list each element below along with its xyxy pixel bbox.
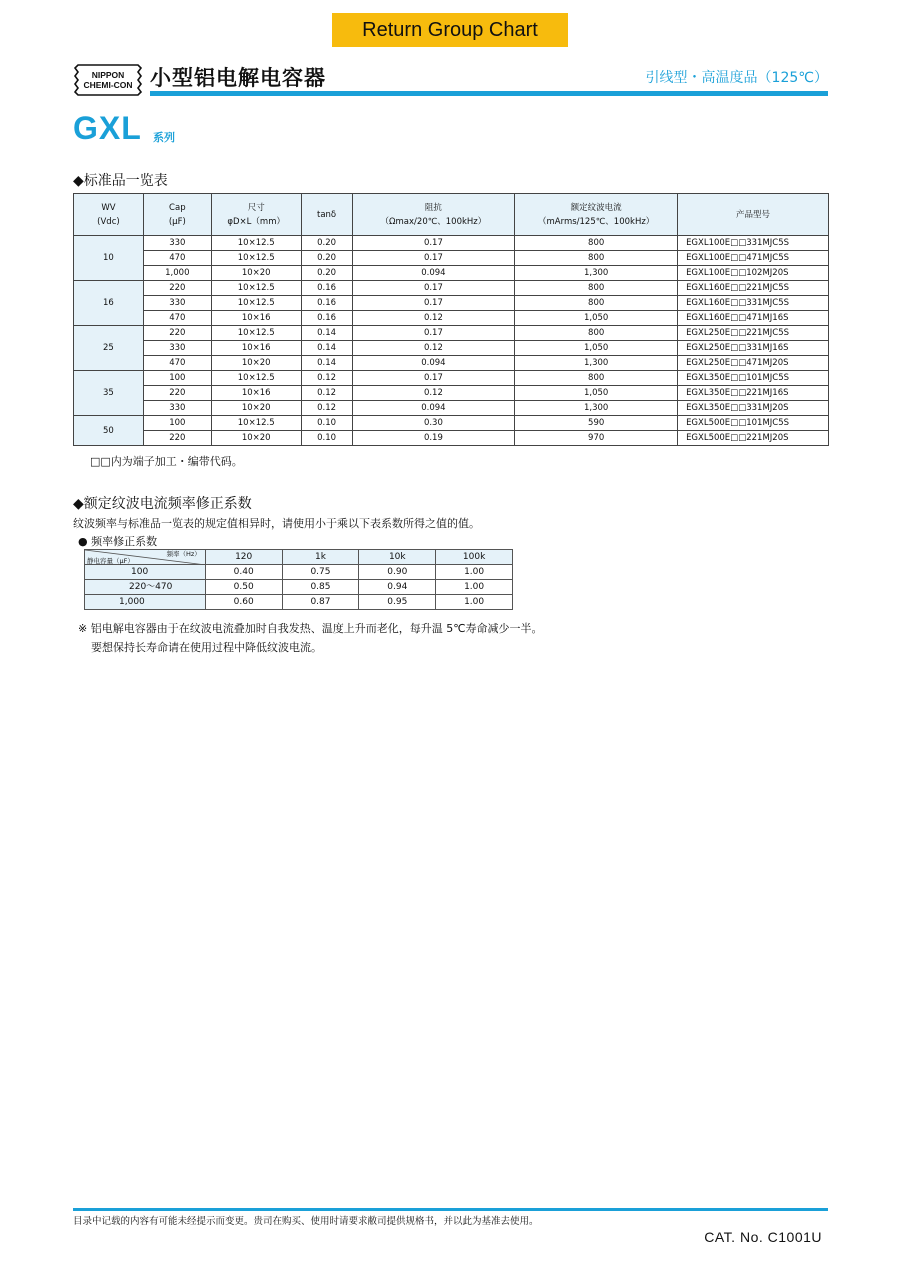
coefficient-cell: 0.40 [205, 565, 282, 580]
wv-cell: 10 [74, 236, 144, 281]
cap-cell: 100 [143, 371, 211, 386]
ripple-cell: 800 [515, 371, 678, 386]
size-cell: 10×16 [211, 386, 301, 401]
header-tan: tanδ [301, 194, 352, 236]
tan-cell: 0.10 [301, 431, 352, 446]
size-cell: 10×16 [211, 341, 301, 356]
header-cap: Cap (μF) [143, 194, 211, 236]
size-cell: 10×12.5 [211, 371, 301, 386]
coefficient-cell: 0.60 [205, 595, 282, 610]
part-number-cell: EGXL100E□□471MJC5S [678, 251, 829, 266]
table-row [74, 416, 829, 431]
coefficient-cell: 0.85 [282, 580, 359, 595]
size-cell: 10×12.5 [211, 251, 301, 266]
cap-cell: 330 [143, 296, 211, 311]
cap-cell: 220 [143, 281, 211, 296]
cap-cell: 1,000 [143, 266, 211, 281]
part-number-cell: EGXL350E□□331MJ20S [678, 401, 829, 416]
cap-cell: 100 [143, 416, 211, 431]
part-number-cell: EGXL250E□□331MJ16S [678, 341, 829, 356]
tan-cell: 0.12 [301, 371, 352, 386]
impedance-cell: 0.17 [352, 326, 515, 341]
return-group-chart-button[interactable]: Return Group Chart [332, 13, 568, 47]
part-number-cell: EGXL250E□□471MJ20S [678, 356, 829, 371]
tan-cell: 0.16 [301, 311, 352, 326]
wv-cell: 25 [74, 326, 144, 371]
series-suffix: 系列 [153, 131, 175, 144]
size-cell: 10×12.5 [211, 416, 301, 431]
header-size: 尺寸 φD×L（mm） [211, 194, 301, 236]
ripple-paragraph: 纹波频率与标准品一览表的规定值相异时，请使用小于乘以下表系数所得之值的值。 [73, 517, 480, 530]
cap-cell: 470 [143, 356, 211, 371]
ripple-cell: 800 [515, 251, 678, 266]
coefficient-cell: 0.95 [359, 595, 436, 610]
coefficient-cell: 0.94 [359, 580, 436, 595]
impedance-cell: 0.12 [352, 386, 515, 401]
table-row [74, 371, 829, 386]
capacitance-label-cell: 220～470 [85, 580, 206, 595]
tan-cell: 0.14 [301, 341, 352, 356]
impedance-cell: 0.094 [352, 401, 515, 416]
ripple-cell: 970 [515, 431, 678, 446]
cap-cell: 330 [143, 236, 211, 251]
table-row [74, 356, 829, 371]
cap-cell: 220 [143, 386, 211, 401]
table-row [74, 326, 829, 341]
standard-products-table [73, 193, 829, 446]
coefficient-cell: 1.00 [436, 565, 513, 580]
freq-10k: 10k [359, 550, 436, 565]
freq-1k: 1k [282, 550, 359, 565]
ripple-cell: 1,300 [515, 266, 678, 281]
page-title: 小型铝电解电容器 [150, 66, 326, 90]
impedance-cell: 0.12 [352, 341, 515, 356]
cap-cell: 220 [143, 431, 211, 446]
table-row [74, 281, 829, 296]
tan-cell: 0.14 [301, 326, 352, 341]
ripple-cell: 800 [515, 236, 678, 251]
ripple-note-line1: ※ 铝电解电容器由于在纹波电流叠加时自我发热、温度上升而老化，每升温 5℃寿命减少一半。 [78, 622, 543, 635]
freq-header-row [85, 550, 513, 565]
nippon-chemi-con-logo [74, 64, 142, 96]
coefficient-cell: 0.50 [205, 580, 282, 595]
size-cell: 10×16 [211, 311, 301, 326]
part-number-cell: EGXL100E□□331MJC5S [678, 236, 829, 251]
size-cell: 10×20 [211, 401, 301, 416]
impedance-cell: 0.094 [352, 356, 515, 371]
ripple-cell: 1,050 [515, 311, 678, 326]
frequency-correction-table [84, 549, 513, 610]
impedance-cell: 0.17 [352, 296, 515, 311]
header-impedance: 阻抗 （Ωmax/20℃、100kHz） [352, 194, 515, 236]
cap-cell: 330 [143, 401, 211, 416]
ripple-cell: 800 [515, 281, 678, 296]
size-cell: 10×12.5 [211, 326, 301, 341]
cap-cell: 470 [143, 251, 211, 266]
logo-line1: NIPPON [91, 70, 125, 80]
impedance-cell: 0.17 [352, 281, 515, 296]
terminal-code-note: □□内为端子加工・编带代码。 [90, 455, 243, 468]
tan-cell: 0.14 [301, 356, 352, 371]
size-cell: 10×12.5 [211, 236, 301, 251]
footer-divider [73, 1208, 828, 1211]
ripple-cell: 800 [515, 296, 678, 311]
ripple-cell: 1,300 [515, 401, 678, 416]
coefficient-cell: 0.87 [282, 595, 359, 610]
series-name: GXL [73, 110, 142, 146]
tan-cell: 0.10 [301, 416, 352, 431]
size-cell: 10×20 [211, 266, 301, 281]
size-cell: 10×12.5 [211, 296, 301, 311]
tan-cell: 0.16 [301, 296, 352, 311]
tan-cell: 0.20 [301, 266, 352, 281]
tan-cell: 0.20 [301, 251, 352, 266]
table-row [74, 251, 829, 266]
part-number-cell: EGXL160E□□221MJC5S [678, 281, 829, 296]
cap-cell: 470 [143, 311, 211, 326]
page-subtitle: 引线型・高温度品（125℃） [645, 70, 828, 86]
standard-heading: ◆标准品一览表 [73, 173, 168, 189]
ripple-cell: 800 [515, 326, 678, 341]
ripple-cell: 1,300 [515, 356, 678, 371]
tan-cell: 0.12 [301, 401, 352, 416]
impedance-cell: 0.30 [352, 416, 515, 431]
title-divider [150, 91, 828, 96]
tan-cell: 0.12 [301, 386, 352, 401]
freq-row [85, 580, 513, 595]
capacitance-label-cell: 100 [85, 565, 206, 580]
coefficient-cell: 1.00 [436, 595, 513, 610]
coefficient-cell: 1.00 [436, 580, 513, 595]
capacitance-label-cell: 1,000 [85, 595, 206, 610]
part-number-cell: EGXL350E□□221MJ16S [678, 386, 829, 401]
tan-cell: 0.16 [301, 281, 352, 296]
impedance-cell: 0.094 [352, 266, 515, 281]
cap-cell: 330 [143, 341, 211, 356]
table-row [74, 386, 829, 401]
footer-disclaimer: 目录中记载的内容有可能未经提示而变更。贵司在购买、使用时请要求敝司提供规格书，并以此为基准去使用。 [73, 1216, 539, 1227]
ripple-note [78, 619, 543, 657]
ripple-note-line2: 要想保持长寿命请在使用过程中降低纹波电流。 [91, 641, 322, 654]
corner-frequency-label: 频率（Hz） [166, 550, 201, 558]
part-number-cell: EGXL100E□□102MJ20S [678, 266, 829, 281]
ripple-cell: 1,050 [515, 386, 678, 401]
part-number-cell: EGXL500E□□221MJ20S [678, 431, 829, 446]
impedance-cell: 0.12 [352, 311, 515, 326]
table-row [74, 401, 829, 416]
impedance-cell: 0.17 [352, 251, 515, 266]
coefficient-cell: 0.75 [282, 565, 359, 580]
ripple-cell: 590 [515, 416, 678, 431]
impedance-cell: 0.19 [352, 431, 515, 446]
size-cell: 10×20 [211, 431, 301, 446]
catalog-number: CAT. No. C1001U [704, 1229, 822, 1245]
freq-100k: 100k [436, 550, 513, 565]
frequency-subheading: ● 频率修正系数 [78, 535, 158, 548]
freq-row [85, 595, 513, 610]
tan-cell: 0.20 [301, 236, 352, 251]
corner-capacitance-label: 静电容量（μF） [87, 557, 134, 565]
impedance-cell: 0.17 [352, 236, 515, 251]
part-number-cell: EGXL160E□□471MJ16S [678, 311, 829, 326]
freq-120: 120 [205, 550, 282, 565]
cap-cell: 220 [143, 326, 211, 341]
part-number-cell: EGXL160E□□331MJC5S [678, 296, 829, 311]
freq-corner-cell [85, 550, 206, 565]
header-ripple: 额定纹波电流 （mArms/125℃、100kHz） [515, 194, 678, 236]
table-row [74, 236, 829, 251]
size-cell: 10×20 [211, 356, 301, 371]
logo-line2: CHEMI-CON [83, 80, 133, 90]
table-row [74, 266, 829, 281]
impedance-cell: 0.17 [352, 371, 515, 386]
ripple-heading: ◆额定纹波电流频率修正系数 [73, 496, 252, 512]
table-row [74, 431, 829, 446]
size-cell: 10×12.5 [211, 281, 301, 296]
coefficient-cell: 0.90 [359, 565, 436, 580]
part-number-cell: EGXL350E□□101MJC5S [678, 371, 829, 386]
table-row [74, 311, 829, 326]
table-row [74, 296, 829, 311]
table-header-row [74, 194, 829, 236]
header-part-number: 产品型号 [678, 194, 829, 236]
header-wv: WV (Vdc) [74, 194, 144, 236]
part-number-cell: EGXL250E□□221MJC5S [678, 326, 829, 341]
wv-cell: 35 [74, 371, 144, 416]
part-number-cell: EGXL500E□□101MJC5S [678, 416, 829, 431]
table-row [74, 341, 829, 356]
wv-cell: 50 [74, 416, 144, 446]
wv-cell: 16 [74, 281, 144, 326]
ripple-cell: 1,050 [515, 341, 678, 356]
freq-row [85, 565, 513, 580]
